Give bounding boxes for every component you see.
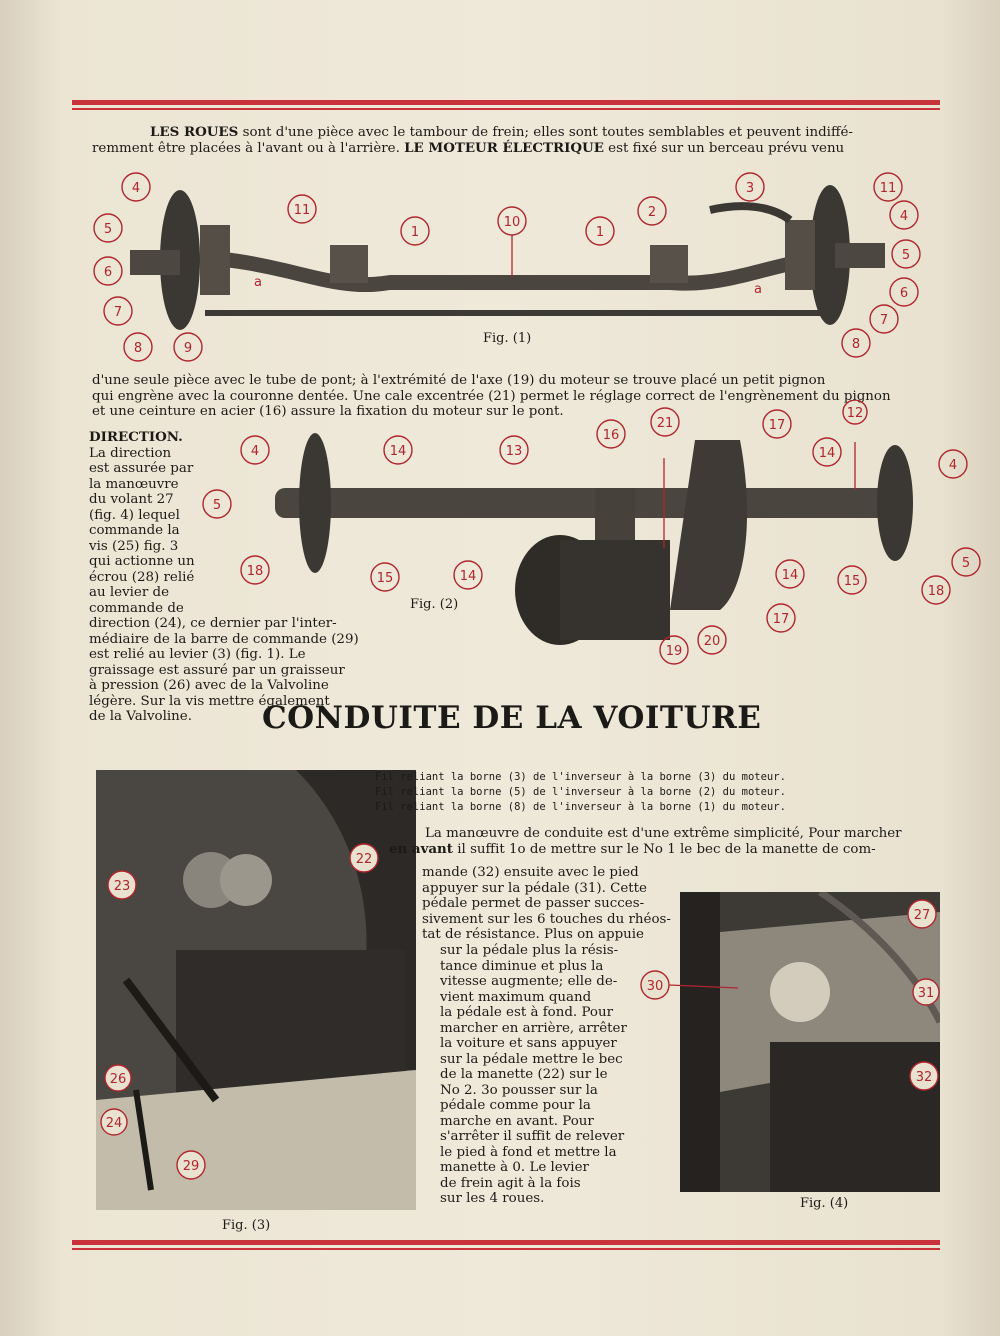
conduite-line: mande (32) ensuite avec le pied — [422, 865, 639, 880]
fig3-photo-drawing — [96, 770, 416, 1210]
svg-text:13: 13 — [505, 444, 523, 459]
fig2-callout — [384, 436, 412, 464]
conduite-line: de la manette (22) sur le — [440, 1067, 608, 1082]
top-rule — [72, 100, 940, 110]
svg-text:19: 19 — [665, 644, 683, 659]
conduite-line: sur la pédale plus la résis- — [440, 943, 619, 958]
conduite-line: s'arrêter il suffit de relever — [440, 1129, 625, 1144]
conduite-line: pédale comme pour la — [440, 1098, 591, 1113]
fig1-callout — [401, 217, 429, 245]
conduite-line: sivement sur les 6 touches du rhéos- — [422, 911, 671, 927]
wire-notes — [375, 770, 786, 815]
axle-tube — [275, 488, 895, 518]
spring-seat-left — [330, 245, 368, 283]
conduite-column — [422, 865, 682, 943]
svg-text:12: 12 — [846, 406, 864, 421]
fig3-callout — [108, 871, 136, 899]
middle-line: qui engrène avec la couronne dentée. Une cale excentrée (21) permet le réglage correct de l'engrènement du pignon — [92, 388, 891, 404]
fig1-callout — [890, 278, 918, 306]
fig2-callout — [922, 576, 950, 604]
conduite-line: appuyer sur la pédale (31). Cette — [422, 880, 647, 896]
svg-text:2: 2 — [647, 205, 657, 220]
right-wheel-drum — [877, 445, 913, 561]
direction-line: vis (25) fig. 3 — [89, 538, 179, 554]
fig1-callout — [586, 217, 614, 245]
fig2-callout — [813, 438, 841, 466]
conduite-line: vient maximum quand — [440, 989, 592, 1005]
svg-text:5: 5 — [103, 222, 113, 237]
svg-text:7: 7 — [113, 305, 123, 320]
svg-text:1: 1 — [595, 225, 605, 240]
fig3-callout — [177, 1151, 205, 1179]
wire-note: Fil reliant la borne (5) de l'inverseur à la borne (2) du moteur. — [375, 786, 786, 798]
fig2-callout — [952, 548, 980, 576]
conduite-line: pédale permet de passer succes- — [422, 896, 645, 911]
direction-line: direction (24), ce dernier par l'inter- — [89, 616, 337, 631]
svg-text:7: 7 — [879, 313, 889, 328]
fig3-caption: Fig. (3) — [222, 1218, 271, 1233]
fig1-callout — [174, 333, 202, 361]
top-paragraph — [92, 125, 918, 156]
spring-seat-right — [650, 245, 688, 283]
svg-text:22: 22 — [355, 852, 373, 867]
svg-text:18: 18 — [246, 564, 264, 579]
fig1-callout — [104, 297, 132, 325]
top-line1: sont d'une pièce avec le tambour de frein; elles sont toutes semblables et peuvent indiffé- — [238, 125, 853, 140]
svg-text:14: 14 — [459, 569, 477, 584]
fig1-callout — [498, 207, 526, 235]
fig2-callout — [454, 561, 482, 589]
svg-text:15: 15 — [843, 574, 861, 589]
svg-text:4: 4 — [131, 181, 141, 196]
fig2-callout — [651, 408, 679, 436]
roues-label: LES ROUES — [150, 124, 239, 140]
left-wheel-drum — [299, 433, 331, 573]
fig2-callout — [698, 626, 726, 654]
svg-text:3: 3 — [745, 181, 755, 196]
direction-line: écrou (28) relié — [89, 569, 195, 585]
fig4-callout — [908, 900, 936, 928]
bottom-rule — [72, 1240, 940, 1250]
fig2-caption: Fig. (2) — [410, 597, 459, 612]
right-kingpin — [785, 220, 815, 290]
fig4-caption: Fig. (4) — [800, 1196, 849, 1211]
svg-text:10: 10 — [503, 215, 521, 230]
fig2-callout — [838, 566, 866, 594]
svg-text:27: 27 — [913, 908, 931, 923]
conduite-line: de frein agit à la fois — [440, 1175, 581, 1191]
wire-note: Fil reliant la borne (3) de l'inverseur à la borne (3) du moteur. — [375, 771, 786, 783]
svg-text:5: 5 — [961, 556, 971, 571]
fig1-letter: a — [754, 282, 762, 297]
svg-text:30: 30 — [646, 979, 664, 994]
conduite-line: sur la pédale mettre le bec — [440, 1051, 623, 1067]
left-hub — [130, 250, 180, 275]
svg-text:14: 14 — [389, 444, 407, 459]
fig3-callout — [101, 1109, 127, 1135]
fig3-photo — [96, 770, 416, 1210]
fig2-callout — [776, 560, 804, 588]
conduite-line: la pédale est à fond. Pour — [440, 1005, 613, 1020]
fig2-callout — [939, 450, 967, 478]
direction-line: à pression (26) avec de la Valvoline — [89, 678, 329, 693]
direction-line: médiaire de la barre de commande (29) — [89, 631, 359, 647]
conduite-column-narrow — [440, 943, 670, 1207]
direction-line: est relié au levier (3) (fig. 1). Le — [89, 647, 306, 662]
direction-line: commande de — [89, 600, 184, 616]
svg-text:14: 14 — [818, 446, 836, 461]
svg-text:24: 24 — [105, 1116, 123, 1131]
right-hub — [835, 243, 885, 268]
fig1-callout — [94, 214, 122, 242]
fig3-callout — [350, 844, 378, 872]
svg-text:11: 11 — [879, 181, 897, 196]
conduite-line: tat de résistance. Plus on appuie — [422, 927, 644, 942]
direction-line: la manœuvre — [89, 476, 179, 492]
conduite-line: manette à 0. Le levier — [440, 1160, 589, 1175]
fig4-callout — [910, 1062, 938, 1090]
svg-text:17: 17 — [768, 418, 786, 433]
direction-line: au levier de — [89, 585, 169, 600]
fig4-callout-30 — [638, 970, 738, 1000]
svg-text:4: 4 — [250, 444, 260, 459]
conduite-paragraph — [389, 826, 949, 857]
left-kingpin — [200, 225, 230, 295]
svg-text:31: 31 — [917, 986, 935, 1001]
direction-line: commande la — [89, 523, 180, 538]
middle-line: d'une seule pièce avec le tube de pont; à l'extrémité de l'axe (19) du moteur se trouve placé un petit pignon — [92, 373, 826, 388]
svg-text:4: 4 — [899, 209, 909, 224]
fig4-callout — [913, 979, 939, 1005]
top-line2-start: remment être placées à l'avant ou à l'arrière. — [92, 140, 405, 156]
steering-arm — [710, 206, 790, 220]
svg-text:21: 21 — [656, 416, 674, 431]
fig1-callout — [122, 173, 150, 201]
svg-text:6: 6 — [899, 286, 909, 301]
axle-beam — [200, 250, 830, 292]
tie-rod — [205, 310, 825, 316]
fig1-callout — [890, 201, 918, 229]
conduite-line: la voiture et sans appuyer — [440, 1036, 617, 1051]
svg-text:8: 8 — [851, 337, 861, 352]
svg-text:16: 16 — [602, 428, 620, 443]
svg-text:17: 17 — [772, 612, 790, 627]
conduite-line1: La manœuvre de conduite est d'une extrême simplicité, Pour marcher — [425, 826, 902, 841]
conduite-line: No 2. 3o pousser sur la — [440, 1082, 598, 1098]
fig4-photo-drawing — [680, 892, 940, 1192]
svg-text:11: 11 — [293, 203, 311, 218]
svg-text:26: 26 — [109, 1072, 127, 1087]
fig2-rear-axle-illustration — [200, 400, 990, 670]
svg-text:29: 29 — [182, 1159, 200, 1174]
fig2-callout — [597, 420, 625, 448]
fig1-callout — [892, 240, 920, 268]
svg-text:18: 18 — [927, 584, 945, 599]
fig1-callout — [288, 195, 316, 223]
conduite-line: sur les 4 roues. — [440, 1191, 545, 1206]
direction-line: est assurée par — [89, 461, 194, 476]
direction-line: La direction — [89, 445, 172, 461]
fig1-caption: Fig. (1) — [483, 331, 532, 346]
conduite-line2: il suffit 1o de mettre sur le No 1 le bec de la manette de com- — [452, 841, 876, 857]
fig1-callout — [874, 173, 902, 201]
fig1-callout — [842, 329, 870, 357]
svg-text:8: 8 — [133, 341, 143, 356]
fig1-callout — [870, 305, 898, 333]
svg-text:1: 1 — [410, 225, 420, 240]
fig4-photo — [680, 892, 940, 1192]
fig2-callout — [241, 436, 269, 464]
moteur-label: LE MOTEUR ÉLECTRIQUE — [404, 139, 604, 156]
direction-line: légère. Sur la vis mettre également — [89, 693, 330, 709]
svg-text:5: 5 — [901, 248, 911, 263]
direction-line: qui actionne un — [89, 554, 195, 569]
direction-line: (fig. 4) lequel — [89, 507, 180, 523]
fig2-callout — [203, 490, 231, 518]
conduite-line: tance diminue et plus la — [440, 958, 604, 974]
wire-note: Fil reliant la borne (8) de l'inverseur à la borne (1) du moteur. — [375, 801, 786, 813]
svg-text:9: 9 — [183, 341, 193, 356]
motor-body — [560, 540, 670, 640]
top-line2-rest: est fixé sur un berceau prévu venu — [603, 140, 845, 156]
middle-line: et une ceinture en acier (16) assure la fixation du moteur sur le pont. — [92, 404, 564, 419]
fig1-callout — [124, 333, 152, 361]
fig1-callout — [94, 257, 122, 285]
conduite-line: marcher en arrière, arrêter — [440, 1020, 627, 1036]
fig1-callout — [736, 173, 764, 201]
fig2-callout — [767, 604, 795, 632]
svg-text:32: 32 — [915, 1070, 933, 1085]
direction-heading: DIRECTION. — [89, 429, 183, 445]
en-avant-label: en avant — [389, 840, 453, 857]
svg-text:15: 15 — [376, 571, 394, 586]
fig2-callout — [843, 400, 867, 424]
fig3-callout — [105, 1065, 131, 1091]
conduite-line: marche en avant. Pour — [440, 1113, 594, 1129]
svg-text:20: 20 — [703, 634, 721, 649]
fig2-callout — [371, 563, 399, 591]
fig2-callout — [500, 436, 528, 464]
fig1-letter: a — [254, 275, 262, 290]
conduite-line: le pied à fond et mettre la — [440, 1144, 617, 1160]
svg-text:5: 5 — [212, 498, 222, 513]
svg-text:6: 6 — [103, 265, 113, 280]
direction-line: du volant 27 — [89, 492, 174, 507]
fig2-callout — [660, 636, 688, 664]
differential-housing — [670, 440, 747, 610]
fig2-callout — [241, 556, 269, 584]
direction-line: de la Valvoline. — [89, 709, 192, 724]
svg-text:4: 4 — [948, 458, 958, 473]
conduite-line: vitesse augmente; elle de- — [440, 974, 618, 989]
direction-line: graissage est assuré par un graisseur — [89, 662, 345, 678]
fig1-callout — [638, 197, 666, 225]
section-title: CONDUITE DE LA VOITURE — [262, 700, 762, 736]
svg-text:23: 23 — [113, 879, 131, 894]
fig2-callout — [763, 410, 791, 438]
svg-text:14: 14 — [781, 568, 799, 583]
